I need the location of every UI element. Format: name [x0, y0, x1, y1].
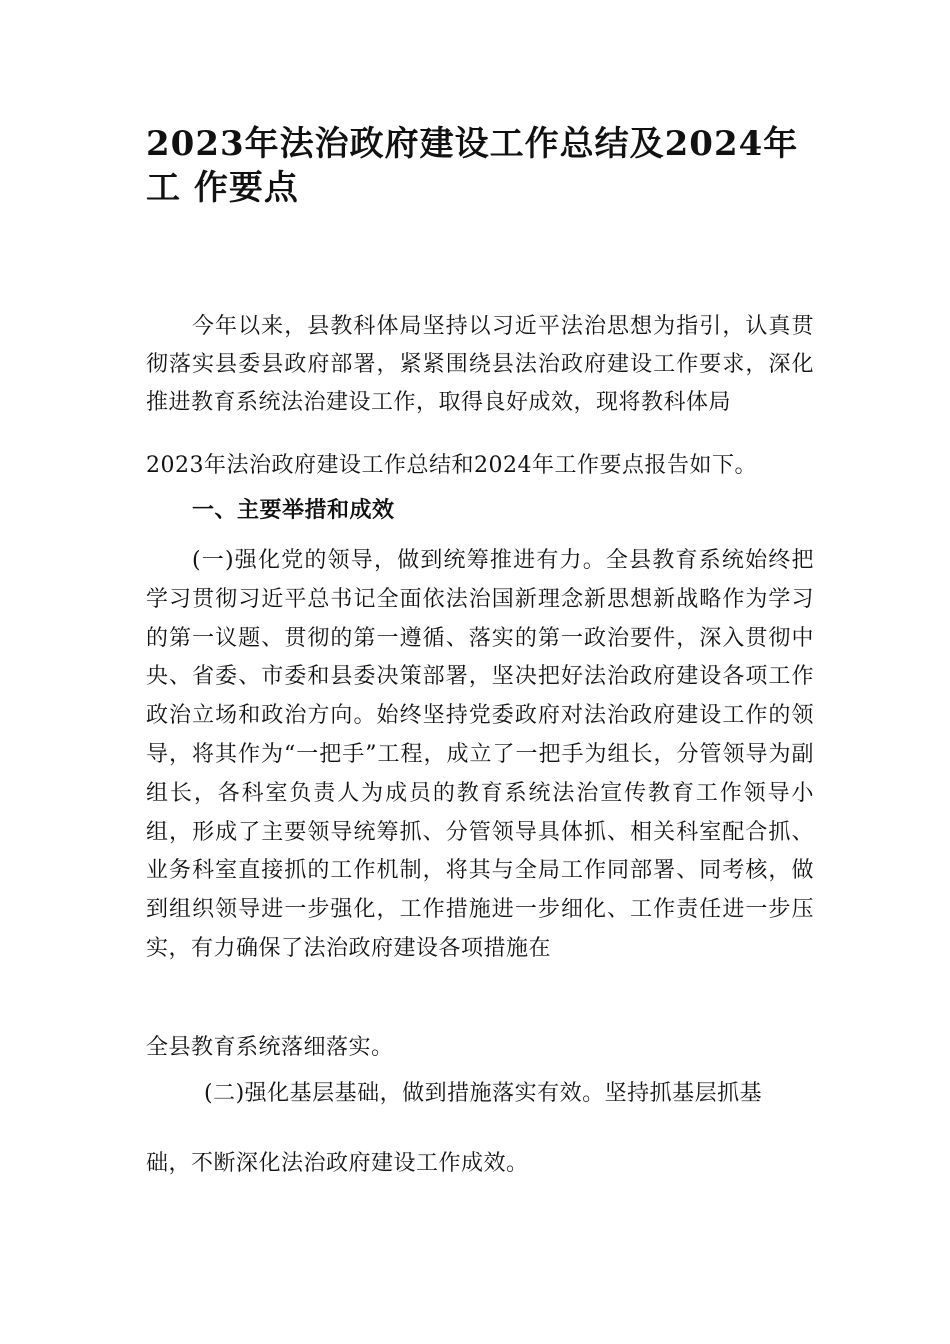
intro-paragraph: 今年以来，县教科体局坚持以习近平法治思想为指引，认真贯彻落实县委县政府部署，紧紧围绕县法治政府建设工作要求，深化推进教育系统法治建设工作，取得良好成效，现将教科体局	[146, 314, 814, 415]
subsection-2-first-line: (二)强化基层基础，做到措施落实有效。坚持抓基层抓基	[204, 1081, 763, 1106]
subsection-2-second-line: 础，不断深化法治政府建设工作成效。	[146, 1151, 529, 1176]
subsection-1-paragraph: (一)强化党的领导，做到统筹推进有力。全县教育系统始终把学习贯彻习近平总书记全面依法治国新理念新思想新战略作为学习的第一议题、贯彻的第一遵循、落实的第一政治要件，深入贯彻中央、省委、市委和县委决策部署，坚决把好法治政府建设各项工作政治立场和政治方向。始终坚持党委政府对法治政府建设工作的领导，将其作为“一把手”工程，成立了一把手为组长，分管领导为副组长，各科室负责人为成员的教育系统法治宣传教育工作领导小组，形成了主要领导统筹抓、分管领导具体抓、相关科室配合抓、业务科室直接抓的工作机制，将其与全局工作同部署、同考核，做到组织领导进一步强化，工作措施进一步细化、工作责任进一步压实，有力确保了法治政府建设各项措施在	[146, 548, 814, 961]
section-heading: 一、主要举措和成效	[192, 497, 395, 523]
intro-paragraph-last-line: 2023年法治政府建设工作总结和2024年工作要点报告如下。	[146, 453, 757, 478]
document-title: 2023年法治政府建设工作总结及2024年工 作要点	[146, 124, 799, 208]
subsection-1-last-line: 全县教育系统落细落实。	[146, 1035, 394, 1060]
